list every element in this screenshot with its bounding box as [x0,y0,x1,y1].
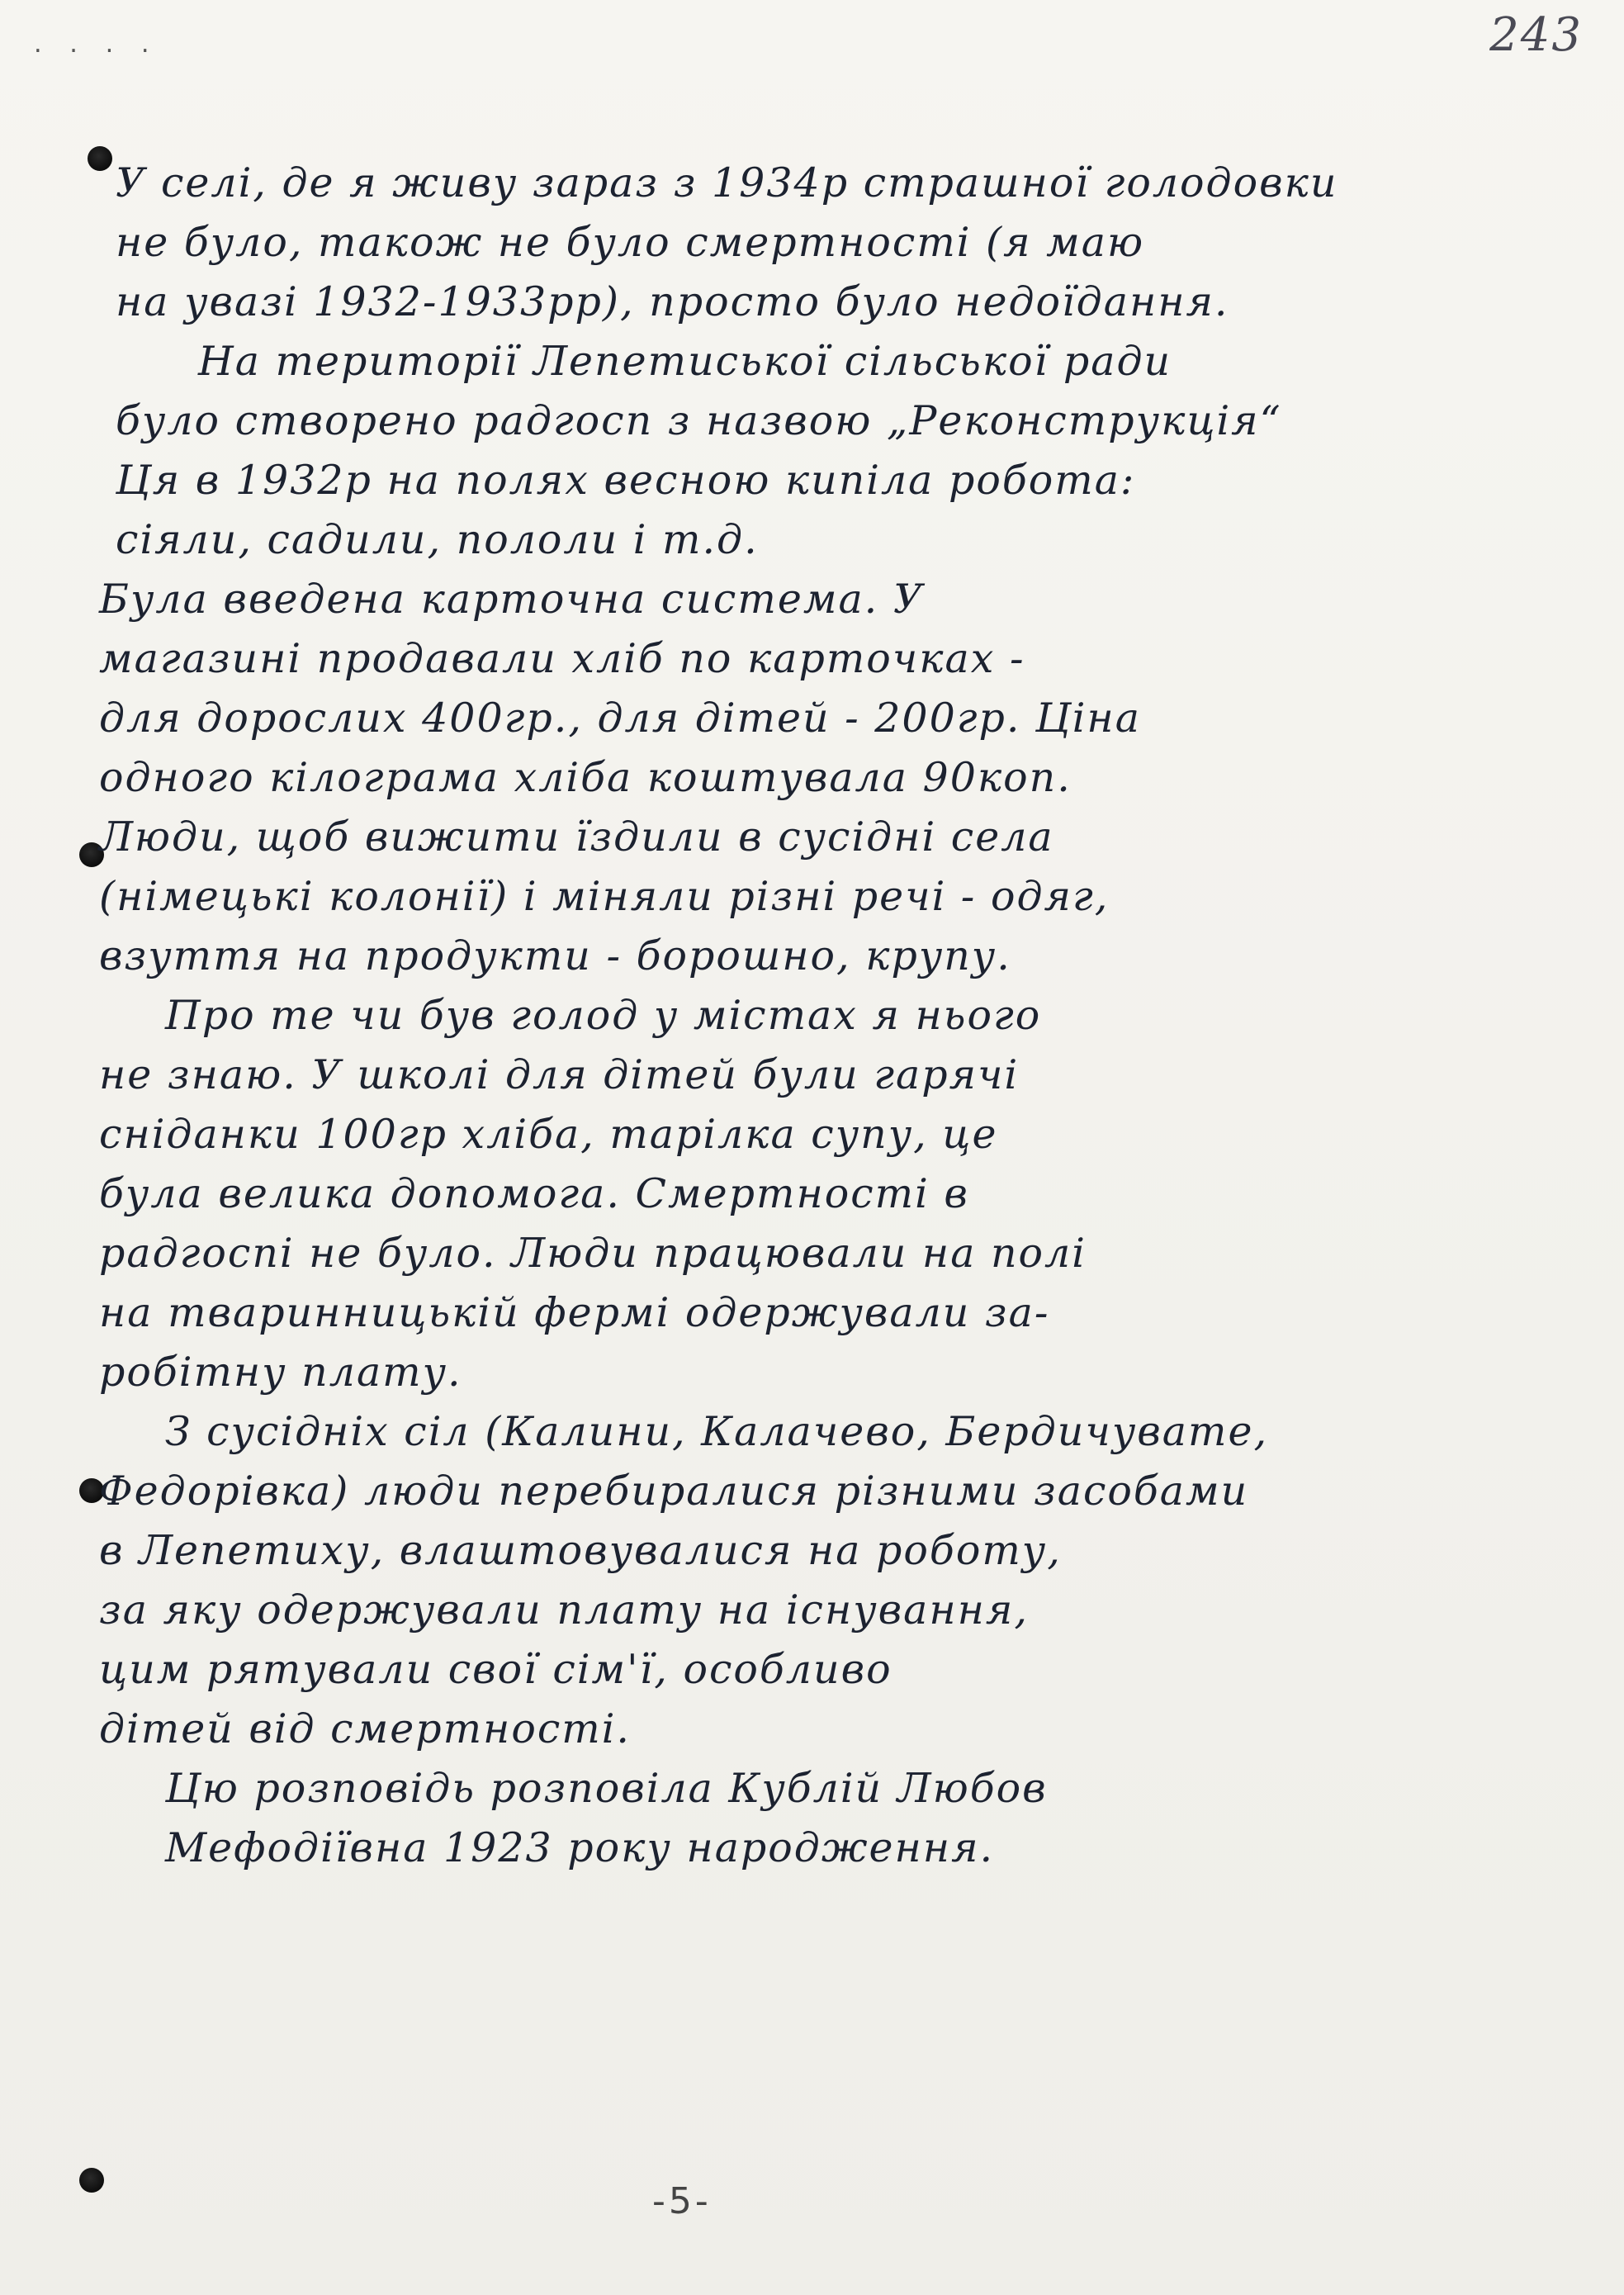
text-line: Мефодіївна 1923 року народження. [165,1824,995,1871]
text-line: Про те чи був голод у містах я нього [165,992,1042,1039]
text-line: (німецькі колонії) і міняли різні речі - одяг, [99,873,1110,920]
punch-hole-bottom [79,2168,104,2193]
text-line: робітну плату. [99,1349,462,1396]
text-line: дітей від смертності. [99,1705,631,1752]
text-line: З сусідніх сіл (Калини, Калачево, Бердичувате, [165,1408,1269,1455]
text-line: Цю розповідь розповіла Кублій Любов [165,1765,1048,1812]
text-line: сніданки 100гр хліба, тарілка супу, це [99,1111,998,1158]
text-line: сіяли, садили, пололи і т.д. [116,516,759,563]
text-line: на тваринницькій фермі одержували за- [99,1289,1050,1336]
punch-hole-top [88,146,112,171]
text-line: взуття на продукти - борошно, крупу. [99,932,1011,979]
handwritten-text [99,154,1536,1878]
text-line: не було, також не було смертності (я маю [116,219,1145,266]
text-line: радгоспі не було. Люди працювали на полі [99,1230,1087,1277]
text-line: магазині продавали хліб по карточках - [99,635,1025,682]
text-line: У селі, де я живу зараз з 1934р страшної голодовки [116,159,1338,206]
archive-number: 243 [1489,8,1583,62]
text-line: Ця в 1932р на полях весною кипіла робота: [116,457,1136,504]
text-line: На території Лепетиської сільської ради [198,338,1172,385]
text-line: Люди, щоб вижити їздили в сусідні села [99,813,1054,861]
text-line: для дорослих 400гр., для дітей - 200гр. Ціна [99,695,1141,742]
text-line: одного кілограма хліба коштувала 90коп. [99,754,1072,801]
corner-marks: . . . . [31,33,157,58]
text-line: Була введена карточна система. У [99,576,925,623]
text-line: була велика допомога. Смертності в [99,1170,969,1217]
text-line: в Лепетиху, влаштовувалися на роботу, [99,1527,1062,1574]
text-line: Федорівка) люди перебиралися різними засобами [99,1468,1249,1515]
text-line: було створено радгосп з назвою „Реконструкція“ [116,397,1282,444]
text-line: не знаю. У школі для дітей були гарячі [99,1051,1020,1098]
text-line: на увазі 1932-1933рр), просто було недоїдання. [116,278,1229,325]
text-line: цим рятували свої сім'ї, особливо [99,1646,892,1693]
page-number: -5- [652,2180,712,2222]
text-line: за яку одержували плату на існування, [99,1586,1029,1634]
